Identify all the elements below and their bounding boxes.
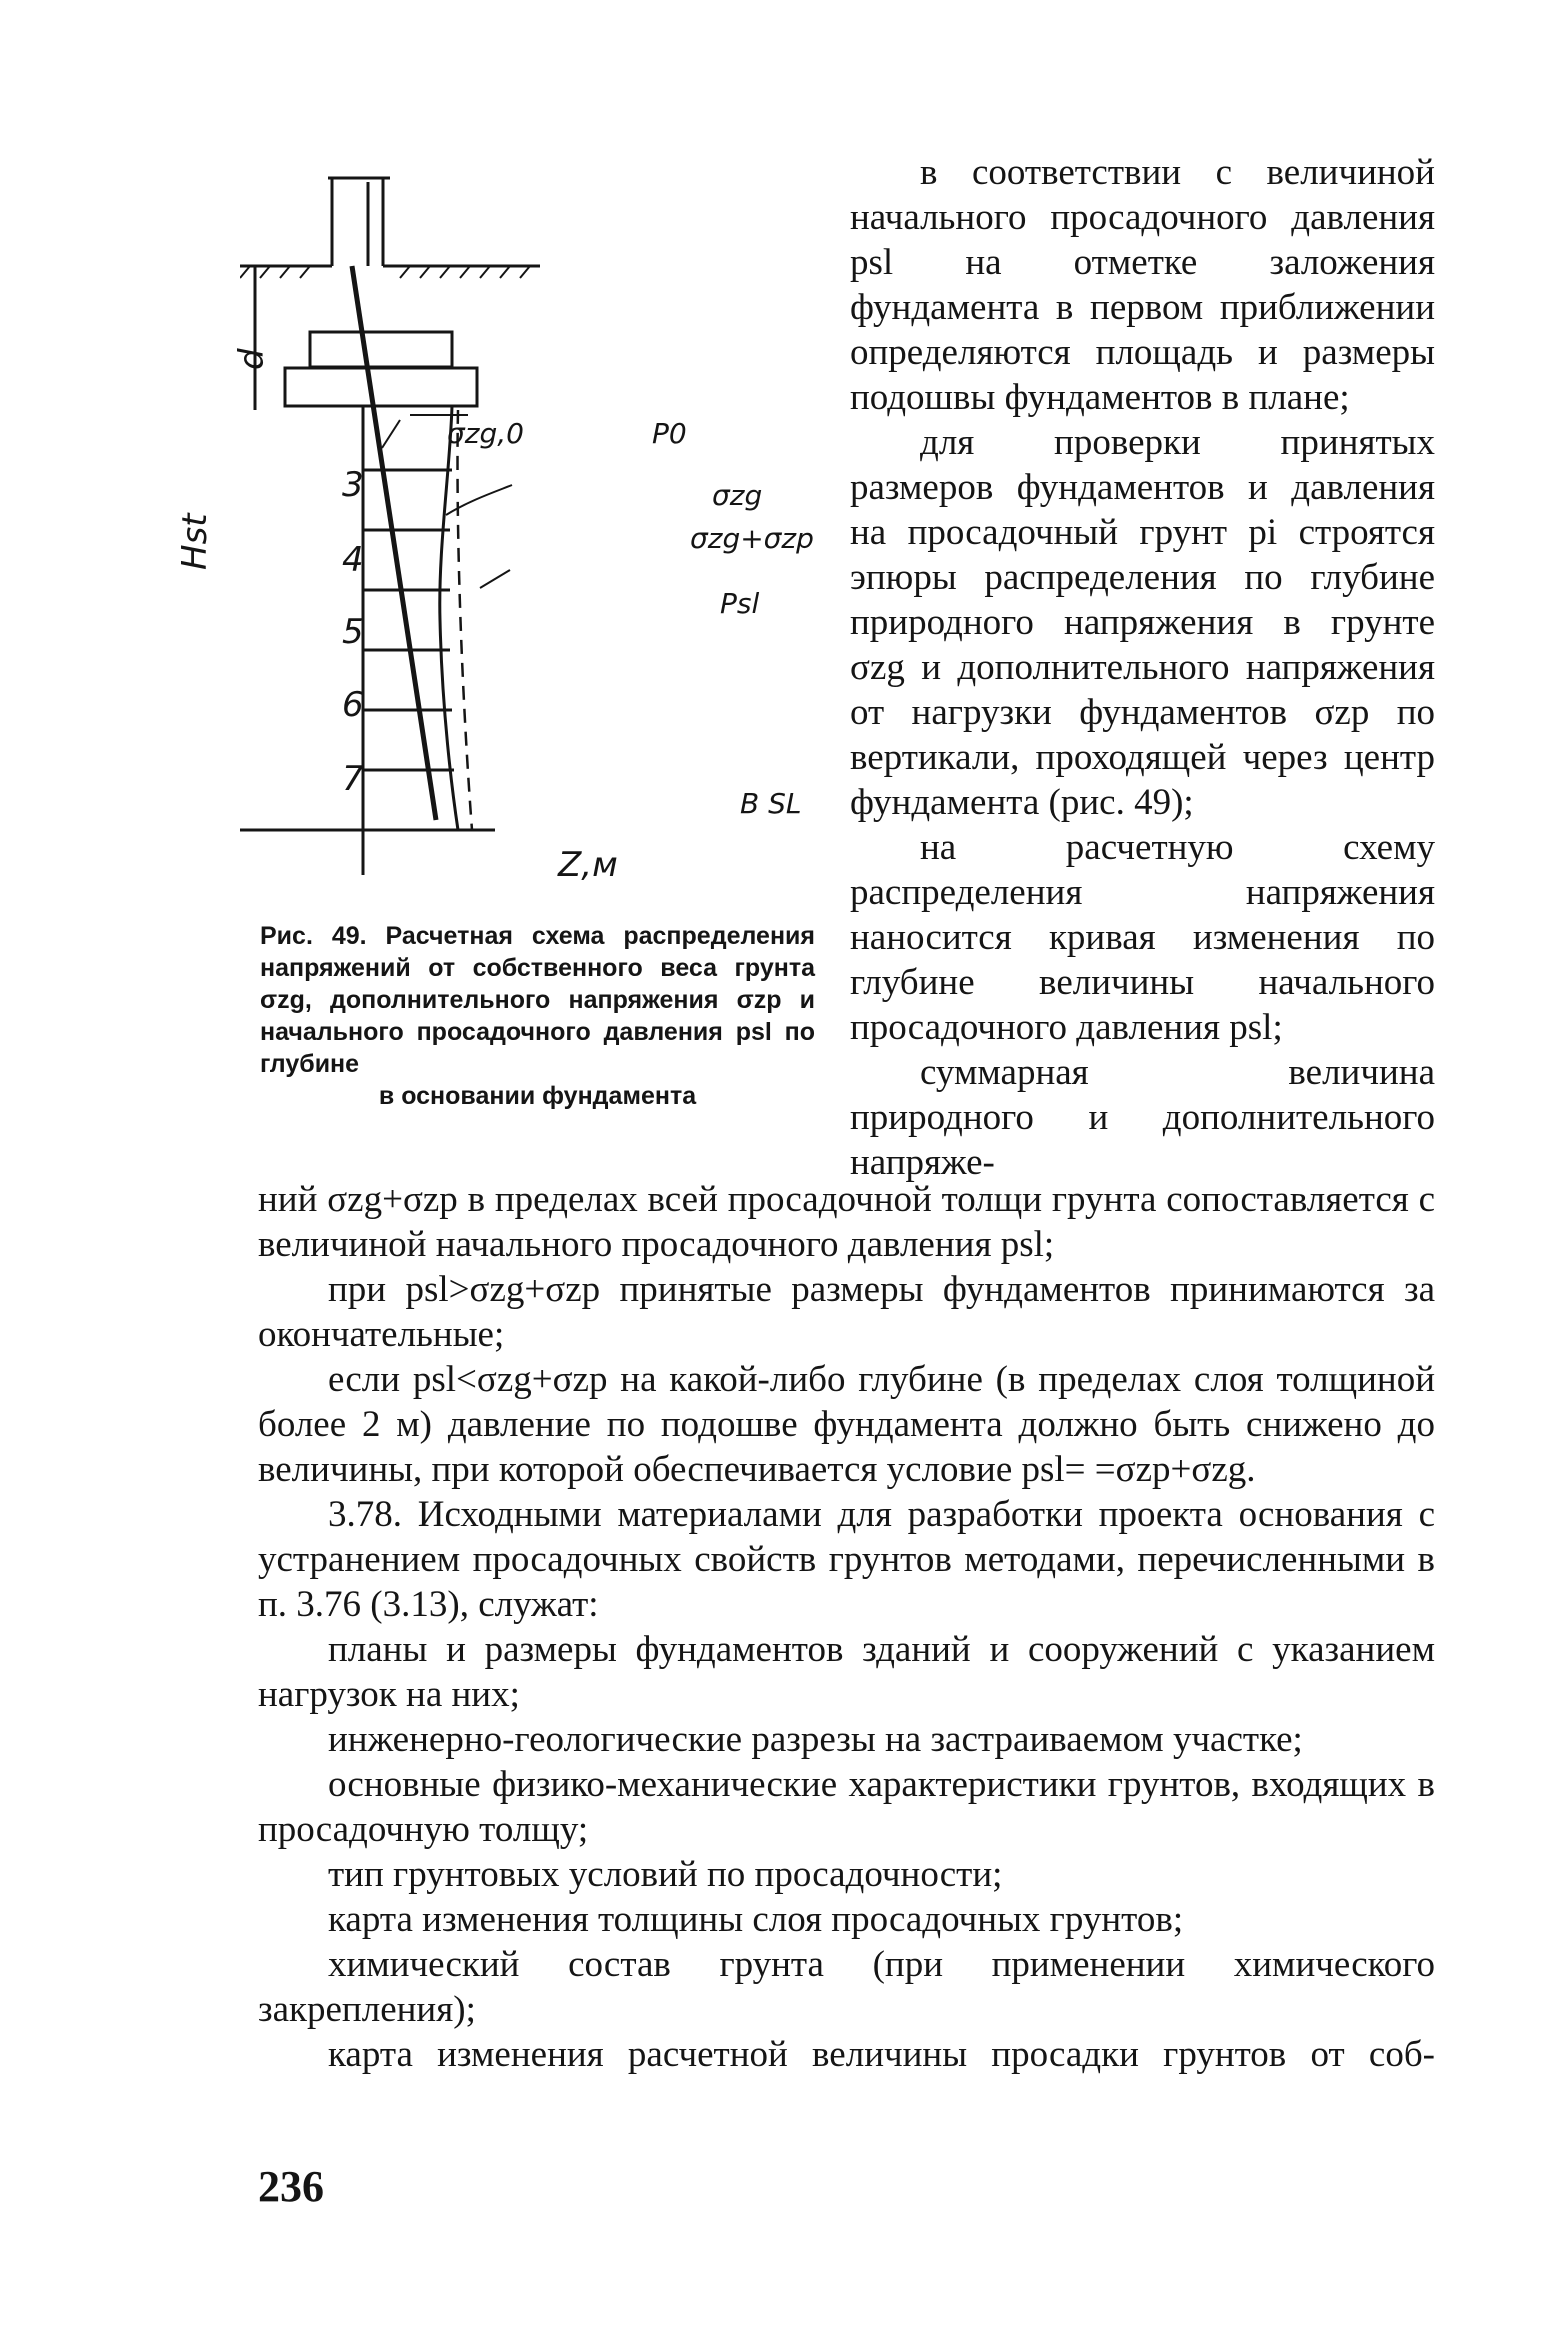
side-paragraph-1: в соответствии с величиной начального просадочного давления psl на отметке заложения фундамента в первом приближении определяются площадь и размеры подошвы фундаментов в плане;: [850, 152, 1435, 418]
side-column: [850, 150, 1435, 1185]
label-psl: Psl: [720, 587, 760, 620]
caption-text: Рис. 49. Расчетная схема распределения напряжений от собственного веса грунта σzg, дополнительного напряжения σzp и начального просадочного давления psl по глубине: [260, 922, 815, 1078]
label-layer-7: 7: [342, 759, 364, 799]
list-item-soil-type: тип грунтовых условий по просадочности;: [328, 1854, 1003, 1895]
list-item-settlement-map: карта изменения расчетной величины просадки грунтов от соб-: [328, 2034, 1435, 2075]
stress-diagram: [240, 150, 840, 890]
label-zm: Z,м: [558, 845, 618, 885]
label-p0: P0: [652, 417, 687, 450]
body-text: [258, 1177, 1435, 2077]
list-item-chemistry: химический состав грунта (при применении химического закрепления);: [258, 1944, 1435, 2030]
caption-last-line: в основании фундамента: [378, 1082, 697, 1110]
label-hst: Hst: [175, 513, 215, 570]
label-sigma-sum: σzg+σzp: [690, 522, 814, 555]
label-layer-6: 6: [342, 685, 364, 725]
label-layer-5: 5: [342, 612, 364, 652]
label-d: d: [232, 348, 272, 370]
side-paragraph-3: на расчетную схему распределения напряжения наносится кривая изменения по глубине величины начального просадочного давления psl;: [850, 827, 1435, 1048]
label-layer-4: 4: [342, 540, 364, 580]
paragraph-3-78: 3.78. Исходными материалами для разработки проекта основания с устранением просадочных свойств грунтов методами, перечисленными в п. 3.76 (3.13), служат:: [258, 1494, 1435, 1625]
page-number: 236: [258, 2162, 324, 2211]
figure-caption: [260, 920, 815, 1112]
paragraph-condition-1: при psl>σzg+σzp принятые размеры фундаментов принимаются за окончательные;: [258, 1269, 1435, 1355]
side-paragraph-2: для проверки принятых размеров фундаментов и давления на просадочный грунт pi строятся эпюры распределения по глубине природного напряжения в грунте σzg и дополнительного напряжения от нагрузки фундаментов σzp по вертикали, проходящей через центр фундамента (рис. 49);: [850, 422, 1435, 823]
list-item-characteristics: основные физико-механические характеристики грунтов, входящих в просадочную толщу;: [258, 1764, 1435, 1850]
list-item-thickness-map: карта изменения толщины слоя просадочных грунтов;: [328, 1899, 1184, 1940]
label-bsl: B SL: [740, 787, 802, 820]
label-sigma-zg0: σzg,0: [447, 417, 524, 450]
label-sigma-zg: σzg: [712, 479, 763, 512]
list-item-sections: инженерно-геологические разрезы на застраиваемом участке;: [328, 1719, 1303, 1760]
list-item-plans: планы и размеры фундаментов зданий и сооружений с указанием нагрузок на них;: [258, 1629, 1435, 1715]
side-paragraph-4: суммарная величина природного и дополнительного напряже-: [850, 1052, 1435, 1183]
paragraph-condition-2: если psl<σzg+σzp на какой-либо глубине (в пределах слоя толщиной более 2 м) давление по подошве фундамента должно быть снижено до величины, при которой обеспечивается условие psl= =σzp+σzg.: [258, 1359, 1435, 1490]
continuation-paragraph: ний σzg+σzp в пределах всей просадочной толщи грунта сопоставляется с величиной начального просадочного давления psl;: [258, 1179, 1435, 1265]
figure-49: [175, 150, 840, 890]
label-layer-3: 3: [342, 465, 364, 505]
